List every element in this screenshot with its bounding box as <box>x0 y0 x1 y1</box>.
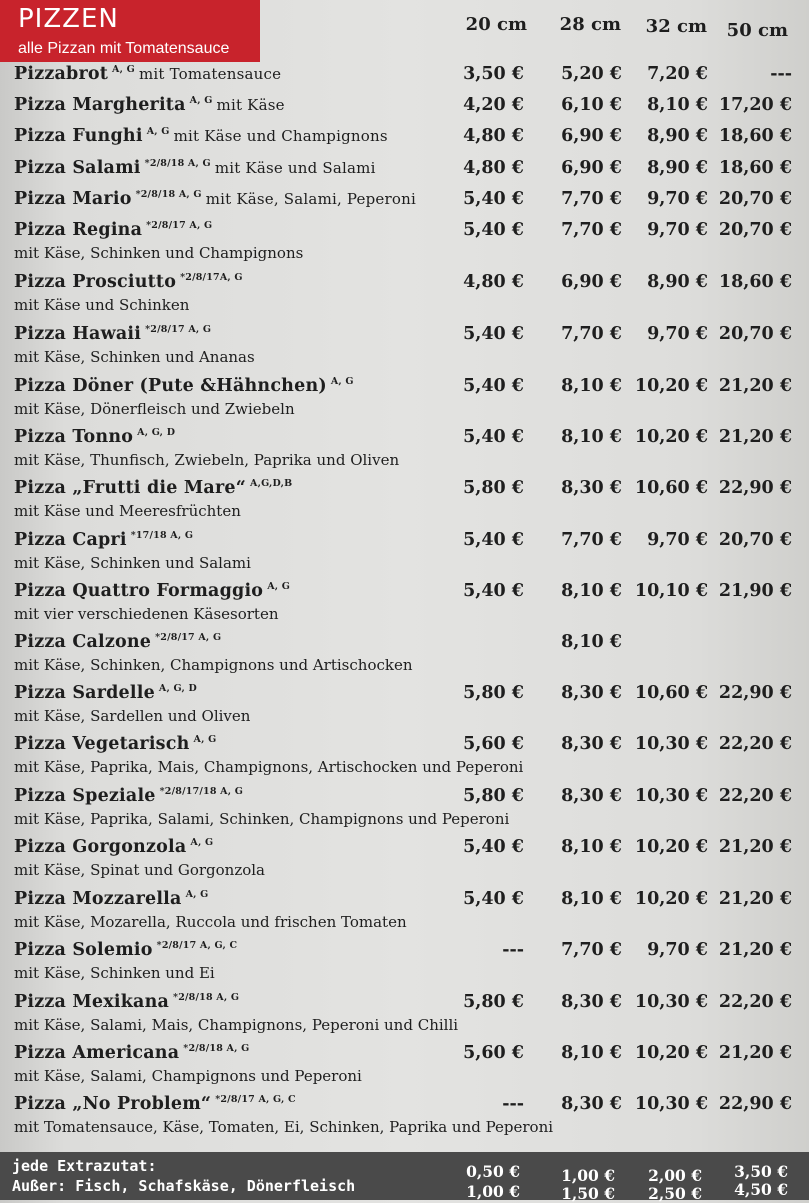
item-price-28cm: 6,90 € <box>561 126 622 146</box>
item-name-line <box>14 889 208 909</box>
item-description: mit Käse, Schinken und Champignons <box>14 244 304 262</box>
item-name-line <box>14 837 213 857</box>
size-header-32: 32 cm <box>645 16 707 37</box>
item-price-20cm: 3,50 € <box>463 64 524 84</box>
item-description: mit Käse, Schinken und Salami <box>14 554 251 572</box>
item-price-20cm: 5,80 € <box>463 992 524 1012</box>
except-price-50: 4,50 € <box>734 1180 788 1199</box>
item-name: Pizza „Frutti die Mare“ <box>14 478 246 498</box>
item-name-line <box>14 189 416 209</box>
category-header <box>0 0 260 62</box>
item-price-20cm: 5,60 € <box>463 1043 524 1063</box>
menu-item <box>14 581 804 633</box>
item-allergens: *2/8/17 A, G, C <box>156 940 238 951</box>
item-allergens: A, G <box>112 64 135 75</box>
item-price-50cm: 20,70 € <box>718 220 792 240</box>
item-name: Pizza Döner (Pute &Hähnchen) <box>14 376 327 396</box>
item-price-32cm: 9,70 € <box>647 324 708 344</box>
item-price-20cm: 5,40 € <box>463 220 524 240</box>
item-allergens: *17/18 A, G <box>130 530 194 541</box>
except-label: Außer: Fisch, Schafskäse, Dönerfleisch <box>12 1177 356 1195</box>
menu-item <box>14 530 804 582</box>
item-price-50cm: 22,90 € <box>718 683 792 703</box>
item-name-line <box>14 940 237 960</box>
item-name: Pizza Gorgonzola <box>14 837 187 857</box>
item-description: mit Käse, Spinat und Gorgonzola <box>14 861 265 879</box>
item-allergens: A,G,D,B <box>250 478 293 489</box>
item-name-line <box>14 427 175 447</box>
item-description: mit Käse, Schinken und Ananas <box>14 348 255 366</box>
item-price-32cm: 8,90 € <box>647 126 708 146</box>
item-price-28cm: 8,10 € <box>561 632 622 652</box>
menu-item <box>14 220 804 272</box>
item-price-50cm: --- <box>770 64 792 84</box>
category-subtitle: alle Pizzan mit Tomatensauce <box>18 40 230 57</box>
item-allergens: A, G, D <box>158 683 197 694</box>
item-price-50cm: 22,90 € <box>718 1094 792 1114</box>
item-name-line <box>14 220 212 240</box>
item-name: Pizza Solemio <box>14 940 153 960</box>
item-price-20cm: 4,80 € <box>463 126 524 146</box>
item-price-28cm: 8,10 € <box>561 837 622 857</box>
item-price-28cm: 8,30 € <box>561 734 622 754</box>
menu-item <box>14 478 804 530</box>
item-price-28cm: 8,10 € <box>561 427 622 447</box>
item-price-32cm: 9,70 € <box>647 530 708 550</box>
item-price-50cm: 21,90 € <box>718 581 792 601</box>
item-allergens: *2/8/17 A, G, C <box>215 1094 296 1105</box>
item-name: Pizza Tonno <box>14 427 134 447</box>
item-price-20cm: 4,80 € <box>463 272 524 292</box>
item-price-28cm: 8,10 € <box>561 1043 622 1063</box>
item-price-50cm: 20,70 € <box>718 189 792 209</box>
except-price-20: 1,00 € <box>466 1182 520 1201</box>
menu-item <box>14 889 804 941</box>
item-name: Pizza Americana <box>14 1043 180 1063</box>
menu-item <box>14 786 804 838</box>
menu-item <box>14 272 804 324</box>
item-price-28cm: 8,10 € <box>561 581 622 601</box>
extra-price-28: 1,00 € <box>561 1166 615 1185</box>
item-name-line <box>14 530 193 550</box>
item-price-28cm: 7,70 € <box>561 940 622 960</box>
item-allergens: A, G <box>267 581 291 592</box>
menu-item <box>14 427 804 479</box>
item-price-28cm: 6,90 € <box>561 272 622 292</box>
item-name: Pizza Speziale <box>14 786 156 806</box>
item-price-20cm: 4,20 € <box>463 95 524 115</box>
item-name: Pizza Vegetarisch <box>14 734 190 754</box>
item-price-50cm: 18,60 € <box>718 272 792 292</box>
item-description: mit Käse, Paprika, Salami, Schinken, Champignons und Peperoni <box>14 810 510 828</box>
item-price-20cm: 5,40 € <box>463 889 524 909</box>
item-price-32cm: 9,70 € <box>647 189 708 209</box>
item-price-32cm: 9,70 € <box>647 220 708 240</box>
item-price-50cm: 21,20 € <box>718 376 792 396</box>
item-allergens: *2/8/17 A, G <box>145 324 212 335</box>
item-name-line <box>14 158 376 178</box>
item-name-line <box>14 1094 296 1114</box>
size-header-50: 50 cm <box>726 20 788 41</box>
item-price-50cm: 21,20 € <box>718 837 792 857</box>
except-price-32: 2,50 € <box>648 1184 702 1203</box>
item-allergens: *2/8/18 A, G <box>135 189 202 200</box>
menu-item <box>14 683 804 735</box>
item-allergens: A, G <box>330 376 354 387</box>
item-price-28cm: 8,10 € <box>561 889 622 909</box>
item-price-20cm: 5,80 € <box>463 683 524 703</box>
item-description: mit Tomatensauce, Käse, Tomaten, Ei, Schinken, Paprika und Peperoni <box>14 1118 554 1136</box>
item-name-line <box>14 786 243 806</box>
item-price-32cm: 8,10 € <box>647 95 708 115</box>
item-price-50cm: 22,20 € <box>718 786 792 806</box>
item-name: Pizza Margherita <box>14 95 186 115</box>
item-name: Pizza Calzone <box>14 632 152 652</box>
except-price-28: 1,50 € <box>561 1184 615 1203</box>
item-description: mit Käse, Paprika, Mais, Champignons, Artischocken und Peperoni <box>14 758 524 776</box>
item-description: mit Käse, Schinken und Ei <box>14 964 215 982</box>
item-allergens: *2/8/17 A, G <box>155 632 222 643</box>
item-price-32cm: 10,20 € <box>634 889 708 909</box>
menu-item <box>14 940 804 992</box>
item-price-50cm: 22,90 € <box>718 478 792 498</box>
item-allergens: A, G <box>190 837 214 848</box>
item-price-28cm: 8,30 € <box>561 992 622 1012</box>
item-price-20cm: 5,80 € <box>463 478 524 498</box>
item-price-50cm: 22,20 € <box>718 734 792 754</box>
item-price-20cm: --- <box>502 940 524 960</box>
item-price-32cm: 10,30 € <box>634 734 708 754</box>
item-name-line <box>14 734 216 754</box>
item-price-20cm: 5,60 € <box>463 734 524 754</box>
item-price-32cm: 10,10 € <box>634 581 708 601</box>
item-price-28cm: 8,30 € <box>561 683 622 703</box>
item-allergens: *2/8/18 A, G <box>173 992 240 1003</box>
item-allergens: A, G, D <box>137 427 176 438</box>
category-title: PIZZEN <box>18 4 119 34</box>
menu-item <box>14 734 804 786</box>
item-allergens: *2/8/17/18 A, G <box>159 786 244 797</box>
item-name: Pizza Quattro Formaggio <box>14 581 264 601</box>
item-description: mit Käse und Champignons <box>173 127 388 145</box>
item-price-20cm: 5,40 € <box>463 581 524 601</box>
item-price-28cm: 6,90 € <box>561 158 622 178</box>
item-price-20cm: 5,40 € <box>463 324 524 344</box>
extra-price-32: 2,00 € <box>648 1166 702 1185</box>
size-header-28: 28 cm <box>559 14 621 35</box>
item-price-50cm: 20,70 € <box>718 324 792 344</box>
item-price-20cm: 4,80 € <box>463 158 524 178</box>
item-price-32cm: 9,70 € <box>647 940 708 960</box>
item-price-28cm: 8,30 € <box>561 786 622 806</box>
extra-price-50: 3,50 € <box>734 1162 788 1181</box>
item-description: mit Käse, Salami, Champignons und Peperoni <box>14 1067 362 1085</box>
item-name-line <box>14 478 292 498</box>
item-price-50cm: 21,20 € <box>718 940 792 960</box>
item-name-line <box>14 683 197 703</box>
item-name-line <box>14 95 285 115</box>
item-description: mit Käse, Salami, Peperoni <box>205 190 416 208</box>
item-description: mit Käse und Meeresfrüchten <box>14 502 241 520</box>
item-price-50cm: 20,70 € <box>718 530 792 550</box>
item-name: Pizza Hawaii <box>14 324 142 344</box>
item-price-32cm: 10,30 € <box>634 786 708 806</box>
item-name: Pizza Regina <box>14 220 143 240</box>
item-name: Pizza Mozzarella <box>14 889 182 909</box>
item-price-28cm: 7,70 € <box>561 530 622 550</box>
item-description: mit Tomatensauce <box>138 65 282 83</box>
menu-item <box>14 837 804 889</box>
item-price-20cm: 5,40 € <box>463 189 524 209</box>
item-name-line <box>14 324 211 344</box>
item-price-28cm: 8,30 € <box>561 1094 622 1114</box>
item-allergens: *2/8/17A, G <box>180 272 243 283</box>
item-description: mit Käse, Mozarella, Ruccola und frischen Tomaten <box>14 913 407 931</box>
item-name-line <box>14 64 281 84</box>
item-price-32cm: 10,20 € <box>634 837 708 857</box>
item-description: mit Käse <box>216 96 285 114</box>
item-price-28cm: 7,70 € <box>561 189 622 209</box>
item-name-line <box>14 1043 249 1063</box>
menu-item <box>14 1043 804 1095</box>
extra-label: jede Extrazutat: <box>12 1157 157 1175</box>
item-price-32cm: 10,20 € <box>634 427 708 447</box>
item-price-32cm: 10,20 € <box>634 376 708 396</box>
item-price-28cm: 7,70 € <box>561 324 622 344</box>
menu-item <box>14 1094 804 1146</box>
item-price-20cm: 5,40 € <box>463 837 524 857</box>
item-description: mit Käse und Salami <box>214 159 376 177</box>
item-name: Pizza Funghi <box>14 126 143 146</box>
item-name-line <box>14 632 221 652</box>
item-price-32cm: 10,30 € <box>634 1094 708 1114</box>
item-price-50cm: 21,20 € <box>718 427 792 447</box>
item-allergens: *2/8/18 A, G <box>144 158 211 169</box>
item-description: mit Käse, Dönerfleisch und Zwiebeln <box>14 400 295 418</box>
menu-item <box>14 324 804 376</box>
item-price-20cm: --- <box>502 1094 524 1114</box>
item-price-20cm: 5,40 € <box>463 530 524 550</box>
size-header-20: 20 cm <box>465 14 527 35</box>
item-allergens: A, G <box>193 734 217 745</box>
item-price-50cm: 21,20 € <box>718 1043 792 1063</box>
item-allergens: A, G <box>146 126 170 137</box>
item-name: Pizza Sardelle <box>14 683 155 703</box>
item-name-line <box>14 376 354 396</box>
item-allergens: *2/8/17 A, G <box>146 220 213 231</box>
item-description: mit Käse, Sardellen und Oliven <box>14 707 251 725</box>
item-price-32cm: 7,20 € <box>647 64 708 84</box>
menu-item <box>14 992 804 1044</box>
item-allergens: *2/8/18 A, G <box>183 1043 250 1054</box>
item-name: Pizza Capri <box>14 530 127 550</box>
item-price-32cm: 10,20 € <box>634 1043 708 1063</box>
item-price-50cm: 21,20 € <box>718 889 792 909</box>
item-name: Pizza Salami <box>14 158 141 178</box>
item-description: mit Käse, Schinken, Champignons und Artischocken <box>14 656 413 674</box>
menu-item <box>14 632 804 684</box>
item-price-28cm: 5,20 € <box>561 64 622 84</box>
item-description: mit Käse, Thunfisch, Zwiebeln, Paprika und Oliven <box>14 451 400 469</box>
item-price-32cm: 8,90 € <box>647 272 708 292</box>
extras-footer <box>0 1152 809 1203</box>
item-name-line <box>14 126 388 146</box>
item-name: Pizzabrot <box>14 64 109 84</box>
item-name: Pizza „No Problem“ <box>14 1094 212 1114</box>
item-price-28cm: 8,10 € <box>561 376 622 396</box>
item-price-32cm: 10,30 € <box>634 992 708 1012</box>
item-name: Pizza Prosciutto <box>14 272 177 292</box>
extra-price-20: 0,50 € <box>466 1162 520 1181</box>
item-price-50cm: 22,20 € <box>718 992 792 1012</box>
item-allergens: A, G <box>189 95 213 106</box>
item-price-32cm: 10,60 € <box>634 683 708 703</box>
item-name-line <box>14 272 243 292</box>
item-name: Pizza Mario <box>14 189 132 209</box>
menu-item <box>14 376 804 428</box>
item-name-line <box>14 992 239 1012</box>
item-price-28cm: 8,30 € <box>561 478 622 498</box>
item-description: mit vier verschiedenen Käsesorten <box>14 605 279 623</box>
item-name: Pizza Mexikana <box>14 992 170 1012</box>
item-price-32cm: 8,90 € <box>647 158 708 178</box>
item-price-20cm: 5,40 € <box>463 376 524 396</box>
item-price-50cm: 18,60 € <box>718 158 792 178</box>
item-price-32cm: 10,60 € <box>634 478 708 498</box>
item-price-50cm: 18,60 € <box>718 126 792 146</box>
item-price-20cm: 5,80 € <box>463 786 524 806</box>
item-description: mit Käse und Schinken <box>14 296 190 314</box>
item-price-20cm: 5,40 € <box>463 427 524 447</box>
item-price-28cm: 7,70 € <box>561 220 622 240</box>
item-allergens: A, G <box>185 889 209 900</box>
item-description: mit Käse, Salami, Mais, Champignons, Peperoni und Chilli <box>14 1016 459 1034</box>
item-name-line <box>14 581 290 601</box>
item-price-28cm: 6,10 € <box>561 95 622 115</box>
item-price-50cm: 17,20 € <box>718 95 792 115</box>
